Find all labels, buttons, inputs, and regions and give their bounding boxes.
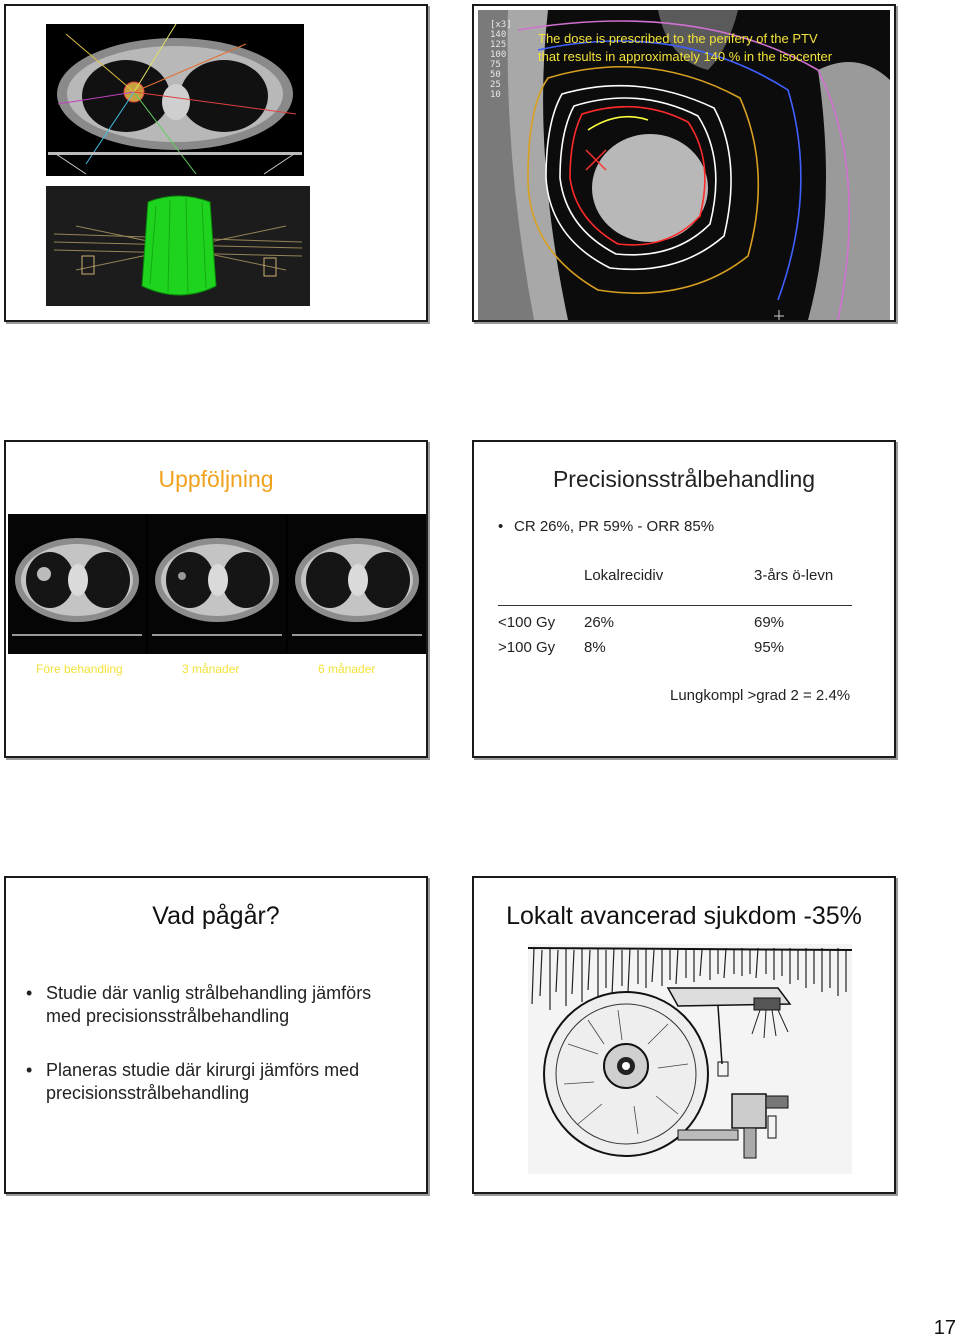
row-dose: <100 Gy <box>498 614 556 631</box>
bullet-text-line: precisionsstrålbehandling <box>46 1083 250 1103</box>
hand-drawn-illustration <box>528 944 852 1174</box>
bullet-marker: • <box>26 1060 33 1080</box>
legend-entry: 75 <box>490 60 501 70</box>
scan-label-before: Före behandling <box>36 662 123 676</box>
slide-uppfoljning <box>4 440 428 758</box>
legend-entry: 100 <box>490 50 507 60</box>
header-overlevnad: 3-års ö-levn <box>754 567 834 584</box>
legend-entry: 50 <box>490 70 501 80</box>
legend-entry: 10 <box>490 90 501 100</box>
dose-ct-image <box>478 10 890 320</box>
bullet-marker: • <box>498 518 504 535</box>
legend-entry: 125 <box>490 40 507 50</box>
row-local: 26% <box>584 614 615 631</box>
page-number: 17 <box>933 1317 956 1339</box>
dose-caption-line1: The dose is prescribed to the perifery of the PTV <box>538 31 818 46</box>
slide-title: Uppföljning <box>158 466 274 492</box>
bullet-study-1 <box>26 982 371 1028</box>
slide-lokalt-avancerad <box>472 876 896 1194</box>
bullet-text-line: Studie där vanlig strålbehandling jämförs <box>46 983 372 1003</box>
scan-label-6m: 6 månader <box>318 662 376 676</box>
ct-axial-image <box>46 24 304 176</box>
bullet-text: CR 26%, PR 59% - ORR 85% <box>514 518 715 535</box>
legend-entry: [x3] <box>490 20 512 30</box>
bullet-study-2 <box>26 1059 359 1105</box>
legend-entry: 140 <box>490 30 507 40</box>
footnote: Lungkompl >grad 2 = 2.4% <box>670 687 851 704</box>
dose-caption-line2: that results in approximately 140 % in the isocenter <box>538 49 833 64</box>
row-surv: 69% <box>754 614 785 631</box>
bullet-marker: • <box>26 983 33 1003</box>
slide-ct-planning <box>4 4 428 322</box>
row-surv: 95% <box>754 639 785 656</box>
slide-dose-distribution <box>472 4 896 322</box>
row-local: 8% <box>584 639 606 656</box>
tumor-3d-render <box>46 186 310 306</box>
bullet-text-line: Planeras studie där kirurgi jämförs med <box>46 1060 360 1080</box>
slide-precisionsstralbehandling <box>472 440 896 758</box>
slide-title: Lokalt avancerad sjukdom -35% <box>506 902 862 930</box>
dose-caption <box>538 30 888 66</box>
bullet-text-line: med precisionsstrålbehandling <box>46 1006 290 1026</box>
scan-label-3m: 3 månader <box>182 662 240 676</box>
row-dose: >100 Gy <box>498 639 556 656</box>
followup-scans <box>8 514 426 654</box>
slide-vad-pagar <box>4 876 428 1194</box>
dose-legend <box>490 20 512 100</box>
legend-entry: 25 <box>490 80 501 90</box>
header-lokalrecidiv: Lokalrecidiv <box>584 567 664 584</box>
results-table <box>474 442 894 742</box>
slide-title: Precisionsstrålbehandling <box>552 466 816 492</box>
table-rule <box>498 605 852 606</box>
slide-title: Vad pågår? <box>152 902 280 930</box>
